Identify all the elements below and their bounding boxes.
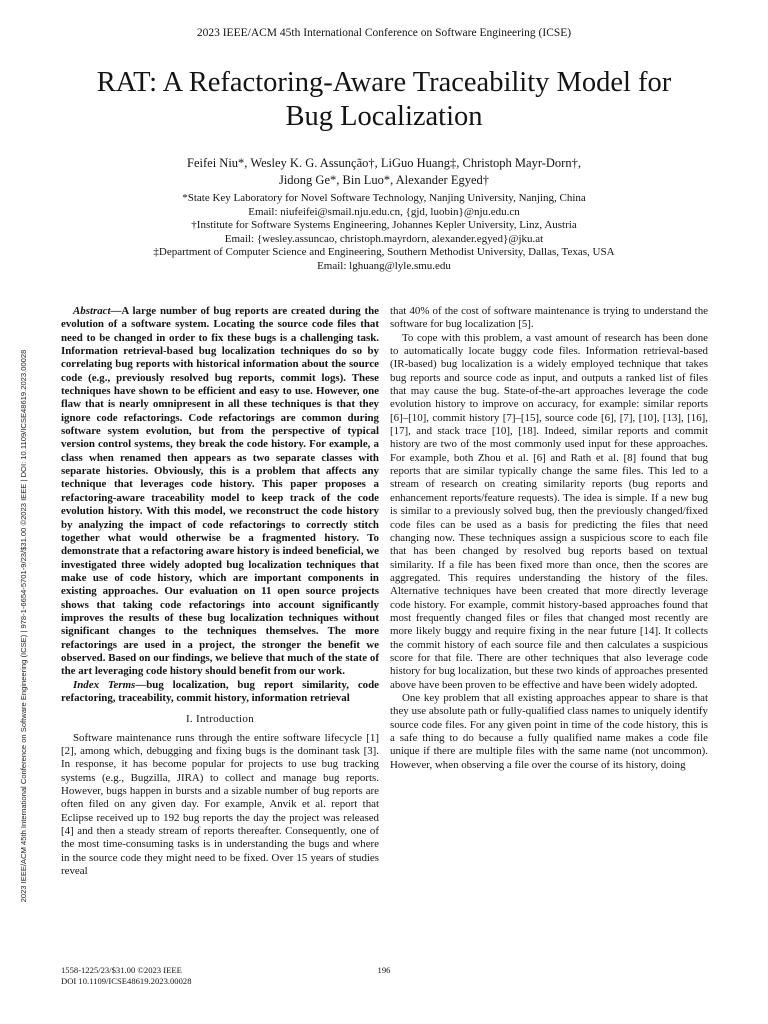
author-list: [40, 155, 728, 189]
affiliation-line: *State Key Laboratory for Novel Software Technology, Nanjing University, Nanjing, China: [182, 192, 586, 204]
footer-issn: 1558-1225/23/$31.00 ©2023 IEEE: [61, 965, 182, 975]
sidebar-citation: 2023 IEEE/ACM 45th International Conference on Software Engineering (ICSE) | 978-1-6654-5701-9/23/$31.00 ©2023 IEEE | DOI: 10.1109/ICSE48619.2023.00028: [19, 349, 28, 903]
page-number: 196: [377, 965, 391, 975]
index-terms: [61, 679, 379, 706]
affiliation-line: †Institute for Software Systems Engineering, Johannes Kepler University, Linz, Austria: [191, 219, 577, 231]
paragraph: Software maintenance runs through the entire software lifecycle [1] [2], among which, debugging and fixing bugs is the dominant task [3]. In response, it has become popular for projects to use bug tracking systems (e.g., Bugzilla, JIRA) to collect and manage bug reports. However, bugs happen in bursts and a sizable number of bug reports are often filed on any given day. For example, Anvik et al. report that Eclipse received up to 192 bug reports the day the project was released [4] and then a steady stream of reports thereafter. Consequently, one of the most time-consuming tasks is in understanding the bugs and where in the source code they might need to be fixed. Over 15 years of studies reveal: [61, 731, 379, 878]
affiliation-line: ‡Department of Computer Science and Engineering, Southern Methodist University, Dallas, Texas, USA: [153, 246, 615, 258]
abstract-text: —A large number of bug reports are created during the evolution of a software system. Locating the source code files that need to be changed in order to fix these bugs is a challenging task. Information retrieval-based bug localization techniques do so by correlating bug reports with historical information about the source code (e.g., previously resolved bug reports, commit logs). These techniques have shown to be efficient and easy to use. However, one flaw that is nearly omnipresent in all these techniques is that they ignore code refactorings. Code refactorings are common during software system evolution, but from the perspective of typical version control systems, they break the code history. For example, a class when renamed then appears as two separate classes with separate histories. Obviously, this is a problem that affects any technique that leverages code history. This paper proposes a refactoring-aware traceability model to keep track of the code evolution history. With this model, we reconstruct the code history by analyzing the impact of code refactorings to correctly stitch together what would otherwise be a fragmented history. To demonstrate that a refactoring aware history is indeed beneficial, we investigated three widely adopted bug localization techniques that make use of code history, which are important components in existing approaches. Our evaluation on 11 open source projects shows that taking code refactorings into account significantly improves the results of these bug localization techniques without significant changes to the techniques themselves. The more refactorings are used in a project, the stronger the benefit we observed. Based on our findings, we believe that much of the state of the art leveraging code history should benefit from our work.: [61, 305, 379, 678]
section-heading: I. Introduction: [185, 713, 255, 726]
paragraph: To cope with this problem, a vast amount of research has been done to automatically locate buggy code files. Information retrieval-based (IR-based) bug localization is a widely employed technique that takes bug reports and source code as input, and outputs a ranked list of files that may cause the bug. State-of-the-art approaches leverage the code evolution history to improve on accuracy, for example: similar reports [6]–[10], commit history [7]–[15], source code [6], [7], [10], [13], [16], [17], and stack trace [10], [18]. Indeed, similar reports and commit history are two of the most commonly used input for these approaches. For example, both Zhou et al. [6] and Rath et al. [8] found that bug reports that are similar typically change the same files. This led to a stream of research on creating similarity reports (bug reports and enhancement reports/feature requests). The idea is simple. If a new bug is similar to a previously solved bug, then the previously changed/fixed code files can be used as a basis for predicting the files that need changing now. These techniques assign a suspicious score to each file that has been changed by resolved bug reports based on textual similarity. If a file has been fixed more than once, then the scores are aggregated. This requires understanding the history of the files. Alternative techniques have been created that more directly leverage code history. For example, commit history-based approaches found that most frequently changed files or files that changed most recently are more likely buggy and require fixing in the near future [14]. It collects the commit history of each source file and then calculates a suspicious score for that file. There are other techniques that also leverage code history for bug localization, but these two kinds of approaches presented above have been proven to be effective and have been widely adopted.: [390, 331, 708, 691]
authors-line-2: Jidong Ge*, Bin Luo*, Alexander Egyed†: [278, 173, 490, 187]
affiliations: [40, 192, 728, 273]
right-column: [390, 305, 708, 772]
affiliation-email: Email: lghuang@lyle.smu.edu: [317, 259, 451, 272]
authors-line-1: Feifei Niu*, Wesley K. G. Assunção†, LiGuo Huang‡, Christoph Mayr-Dorn†,: [187, 156, 581, 170]
index-terms-label: Index Terms: [73, 678, 136, 691]
affiliation-email: Email: niufeifei@smail.nju.edu.cn, {gjd, luobin}@nju.edu.cn: [248, 205, 520, 218]
conference-header: 2023 IEEE/ACM 45th International Conference on Software Engineering (ICSE): [196, 27, 572, 39]
index-terms-text: —bug localization, bug report similarity, code refactoring, traceability, commit history, information retrieval: [61, 678, 379, 704]
title-line-2: Bug Localization: [285, 101, 483, 132]
affiliation-email: Email: {wesley.assuncao, christoph.mayrdorn, alexander.egyed}@jku.at: [224, 232, 544, 245]
abstract: [61, 305, 379, 679]
paper-title: [40, 66, 728, 134]
footer-doi: DOI 10.1109/ICSE48619.2023.00028: [61, 976, 192, 986]
title-line-1: RAT: A Refactoring-Aware Traceability Model for: [96, 67, 672, 98]
left-column: [61, 305, 379, 878]
paragraph: that 40% of the cost of software maintenance is trying to understand the software for bug localization [5].: [390, 305, 708, 331]
paragraph: One key problem that all existing approaches appear to share is that they use absolute path or fully-qualified class names to uniquely identify source code files. For any given point in time of the code history, this is a safe thing to do because a fully qualified name makes a code file unique if there are multiple files with the same name (not uncommon). However, when observing a file over the course of its history, doing: [390, 691, 708, 771]
abstract-label: Abstract: [73, 305, 111, 317]
